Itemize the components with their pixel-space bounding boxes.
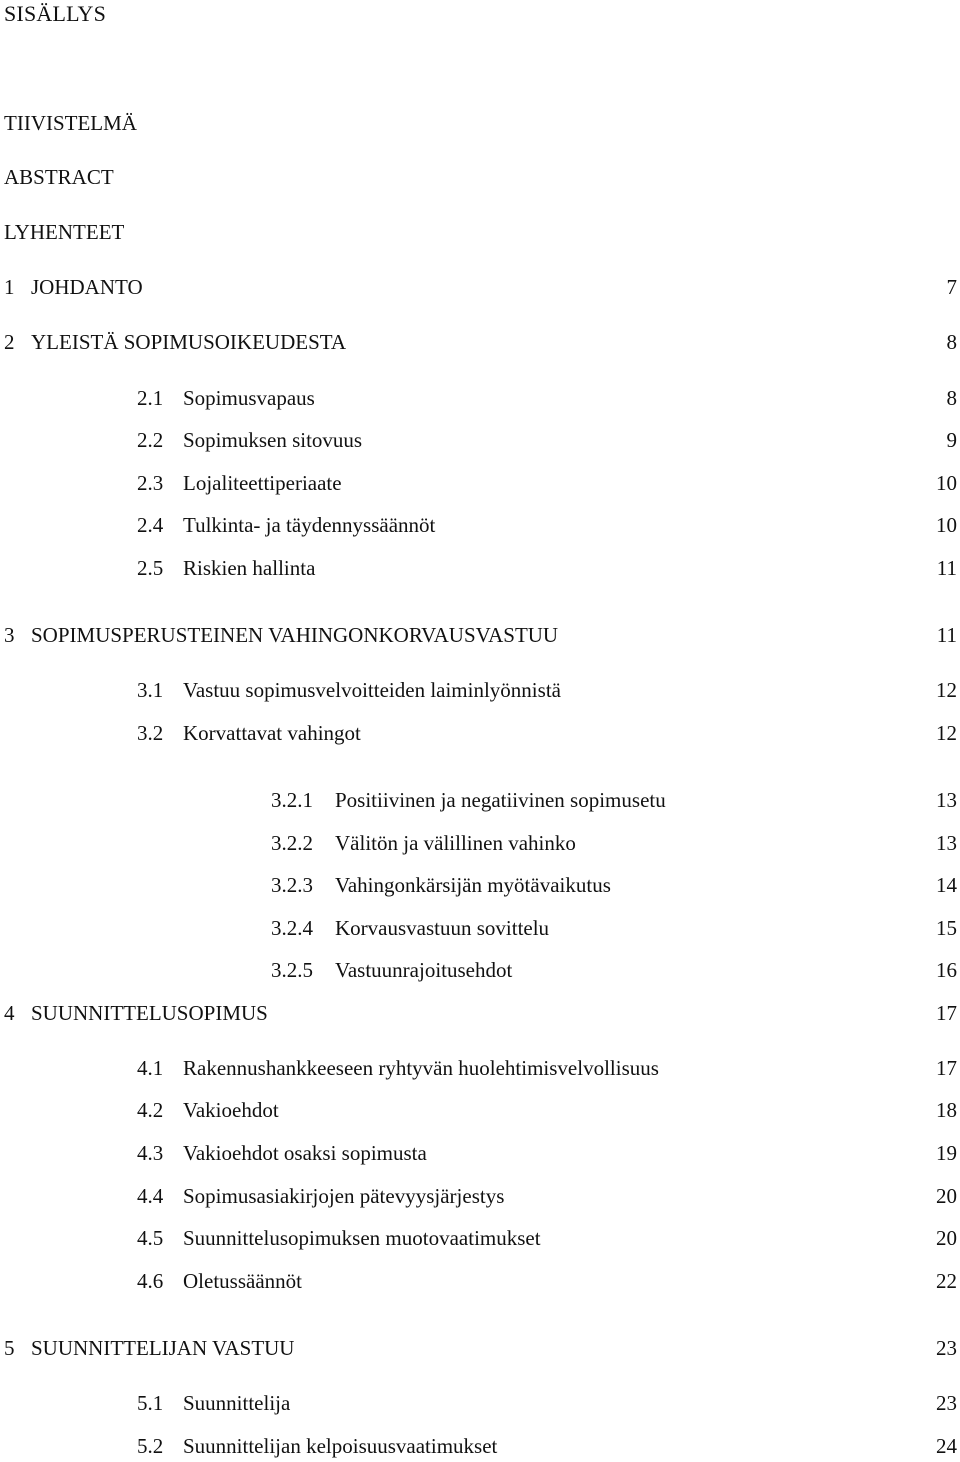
toc-entry-subsection-3-2-5[interactable]	[0, 957, 960, 983]
toc-entry-label: TIIVISTELMÄ	[4, 111, 137, 135]
toc-entry-page: 10	[936, 513, 957, 537]
toc-entry-number: 3.2.5	[271, 958, 313, 982]
toc-entry-abstract[interactable]	[0, 164, 960, 190]
toc-entry-number: 3.2.3	[271, 873, 313, 897]
toc-entry-section-2-5[interactable]	[0, 555, 960, 581]
toc-entry-section-5-1[interactable]	[0, 1390, 960, 1416]
toc-entry-label: Suunnittelija	[183, 1391, 291, 1415]
toc-entry-number: 3.2.4	[271, 916, 313, 940]
toc-entry-number: 3.2.1	[271, 788, 313, 812]
toc-entry-number: 4	[4, 1001, 15, 1025]
toc-entry-lyhenteet[interactable]	[0, 219, 960, 245]
toc-entry-page: 7	[946, 275, 957, 299]
toc-entry-number: 2	[4, 330, 15, 354]
toc-entry-page: 22	[936, 1269, 957, 1293]
toc-entry-label: YLEISTÄ SOPIMUSOIKEUDESTA	[31, 330, 347, 354]
toc-entry-page: 12	[936, 721, 957, 745]
toc-entry-subsection-3-2-4[interactable]	[0, 915, 960, 941]
toc-entry-label: Sopimusvapaus	[183, 386, 315, 410]
toc-entry-section-4-2[interactable]	[0, 1097, 960, 1123]
toc-entry-chapter-5[interactable]	[0, 1335, 960, 1361]
toc-entry-label: SUUNNITTELUSOPIMUS	[31, 1001, 268, 1025]
toc-entry-subsection-3-2-1[interactable]	[0, 787, 960, 813]
toc-entry-section-5-2[interactable]	[0, 1433, 960, 1459]
toc-entry-number: 2.1	[137, 386, 164, 410]
toc-entry-label: Suunnittelijan kelpoisuusvaatimukset	[183, 1434, 498, 1458]
toc-entry-number: 3.2	[137, 721, 164, 745]
toc-entry-number: 3	[4, 623, 15, 647]
toc-entry-page: 17	[936, 1001, 957, 1025]
toc-entry-subsection-3-2-2[interactable]	[0, 830, 960, 856]
toc-entry-label: Vahingonkärsijän myötävaikutus	[335, 873, 611, 897]
toc-entry-label: Oletussäännöt	[183, 1269, 302, 1293]
toc-entry-page: 18	[936, 1098, 957, 1122]
toc-entry-chapter-3[interactable]	[0, 622, 960, 648]
toc-entry-label: SUUNNITTELIJAN VASTUU	[31, 1336, 295, 1360]
toc-entry-page: 23	[936, 1336, 957, 1360]
toc-entry-page: 11	[936, 623, 957, 647]
toc-entry-chapter-4[interactable]	[0, 1000, 960, 1026]
toc-entry-label: LYHENTEET	[4, 220, 125, 244]
toc-entry-page: 12	[936, 678, 957, 702]
toc-entry-number: 4.3	[137, 1141, 164, 1165]
toc-entry-chapter-1[interactable]	[0, 274, 960, 300]
toc-entry-number: 5	[4, 1336, 15, 1360]
toc-entry-section-2-1[interactable]	[0, 385, 960, 411]
toc-entry-section-4-6[interactable]	[0, 1268, 960, 1294]
page-title: SISÄLLYS	[4, 1, 107, 26]
toc-entry-page: 8	[946, 330, 957, 354]
toc-entry-label: Vakioehdot osaksi sopimusta	[183, 1141, 427, 1165]
toc-entry-label: SOPIMUSPERUSTEINEN VAHINGONKORVAUSVASTUU	[31, 623, 559, 647]
toc-entry-page: 23	[936, 1391, 957, 1415]
toc-entry-label: Vastuu sopimusvelvoitteiden laiminlyönnistä	[183, 678, 561, 702]
toc-entry-number: 5.1	[137, 1391, 164, 1415]
toc-entry-number: 3.2.2	[271, 831, 313, 855]
toc-entry-label: Rakennushankkeeseen ryhtyvän huolehtimisvelvollisuus	[183, 1056, 659, 1080]
toc-entry-section-3-1[interactable]	[0, 677, 960, 703]
toc-entry-number: 2.5	[137, 556, 164, 580]
toc-entry-page: 10	[936, 471, 957, 495]
toc-entry-section-2-4[interactable]	[0, 512, 960, 538]
toc-entry-page: 14	[936, 873, 957, 897]
toc-entry-page: 16	[936, 958, 957, 982]
toc-entry-page: 13	[936, 831, 957, 855]
toc-entry-subsection-3-2-3[interactable]	[0, 872, 960, 898]
toc-entry-section-4-5[interactable]	[0, 1225, 960, 1251]
toc-entry-number: 4.4	[137, 1184, 164, 1208]
toc-entry-number: 4.6	[137, 1269, 164, 1293]
toc-entry-label: Välitön ja välillinen vahinko	[335, 831, 576, 855]
toc-entry-page: 20	[936, 1184, 957, 1208]
toc-entry-page: 8	[946, 386, 957, 410]
toc-entry-number: 4.2	[137, 1098, 164, 1122]
toc-entry-number: 1	[4, 275, 15, 299]
toc-entry-label: Suunnittelusopimuksen muotovaatimukset	[183, 1226, 541, 1250]
toc-entry-section-2-3[interactable]	[0, 470, 960, 496]
toc-entry-page: 17	[936, 1056, 957, 1080]
toc-entry-page: 19	[936, 1141, 957, 1165]
toc-entry-number: 2.3	[137, 471, 164, 495]
toc-entry-label: Sopimuksen sitovuus	[183, 428, 363, 452]
toc-entry-number: 4.1	[137, 1056, 164, 1080]
toc-entry-label: Tulkinta- ja täydennyssäännöt	[183, 513, 436, 537]
toc-entry-number: 3.1	[137, 678, 164, 702]
toc-entry-section-2-2[interactable]	[0, 427, 960, 453]
toc-entry-label: Sopimusasiakirjojen pätevyysjärjestys	[183, 1184, 505, 1208]
toc-entry-page: 13	[936, 788, 957, 812]
toc-entry-page: 24	[936, 1434, 957, 1458]
toc-entry-number: 4.5	[137, 1226, 164, 1250]
toc-entry-label: JOHDANTO	[31, 275, 143, 299]
toc-entry-label: Riskien hallinta	[183, 556, 316, 580]
toc-entry-number: 2.2	[137, 428, 164, 452]
toc-entry-label: Vakioehdot	[183, 1098, 279, 1122]
toc-entry-page: 9	[946, 428, 957, 452]
toc-entry-page: 11	[936, 556, 957, 580]
toc-entry-section-4-4[interactable]	[0, 1183, 960, 1209]
toc-entry-number: 2.4	[137, 513, 164, 537]
toc-entry-label: Korvausvastuun sovittelu	[335, 916, 550, 940]
toc-entry-page: 15	[936, 916, 957, 940]
toc-entry-number: 5.2	[137, 1434, 164, 1458]
toc-entry-label: Lojaliteettiperiaate	[183, 471, 342, 495]
toc-entry-tiivistelma[interactable]	[0, 110, 960, 136]
toc-entry-section-4-1[interactable]	[0, 1055, 960, 1081]
toc-entry-label: Korvattavat vahingot	[183, 721, 361, 745]
toc-entry-chapter-2[interactable]	[0, 329, 960, 355]
toc-entry-page: 20	[936, 1226, 957, 1250]
toc-entry-label: Positiivinen ja negatiivinen sopimusetu	[335, 788, 666, 812]
toc-entry-section-4-3[interactable]	[0, 1140, 960, 1166]
toc-entry-label: Vastuunrajoitusehdot	[335, 958, 513, 982]
toc-entry-label: ABSTRACT	[4, 165, 114, 189]
toc-entry-section-3-2[interactable]	[0, 720, 960, 746]
